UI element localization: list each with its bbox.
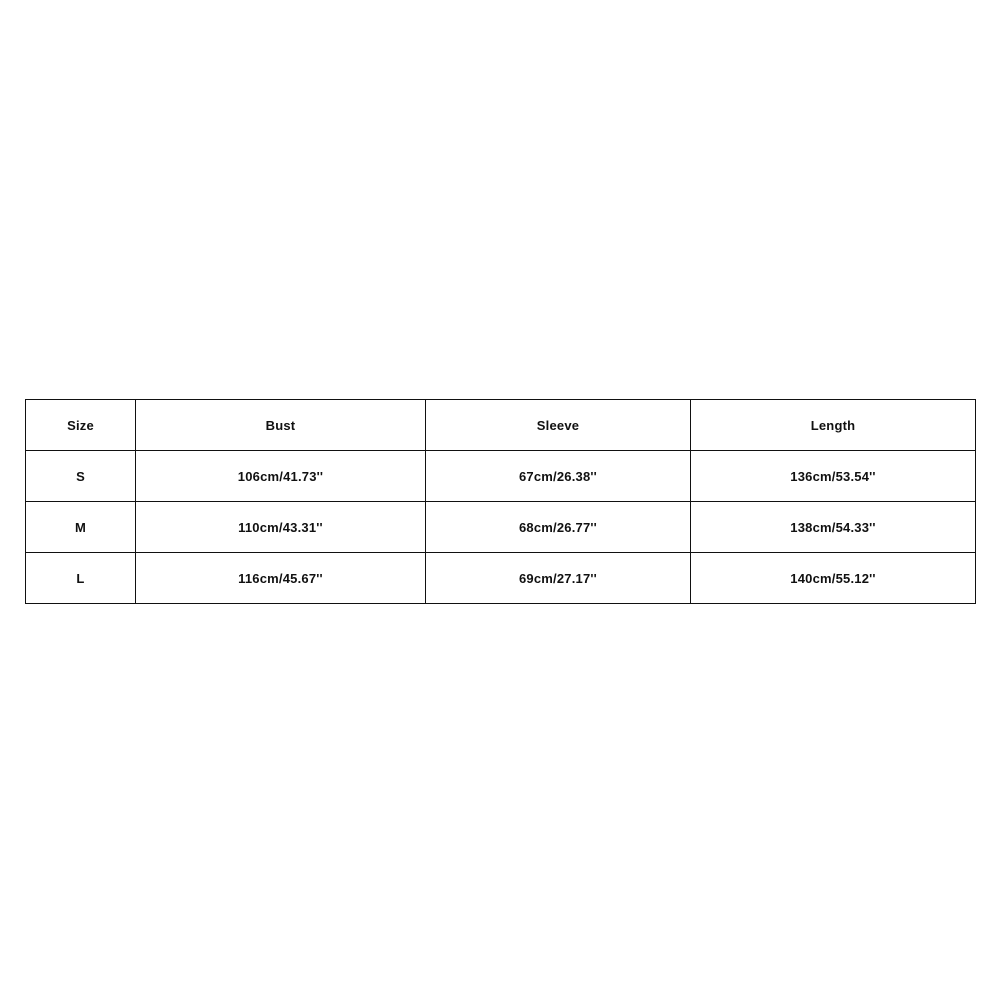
column-header-sleeve: Sleeve bbox=[426, 400, 691, 451]
size-chart-container bbox=[25, 399, 975, 604]
size-chart-table bbox=[25, 399, 976, 604]
cell-size: M bbox=[26, 502, 136, 553]
cell-sleeve: 68cm/26.77'' bbox=[426, 502, 691, 553]
cell-bust: 106cm/41.73'' bbox=[136, 451, 426, 502]
cell-size: L bbox=[26, 553, 136, 604]
cell-size: S bbox=[26, 451, 136, 502]
table-header-row bbox=[26, 400, 976, 451]
column-header-size: Size bbox=[26, 400, 136, 451]
cell-bust: 110cm/43.31'' bbox=[136, 502, 426, 553]
table-row bbox=[26, 502, 976, 553]
cell-length: 136cm/53.54'' bbox=[691, 451, 976, 502]
column-header-bust: Bust bbox=[136, 400, 426, 451]
cell-length: 140cm/55.12'' bbox=[691, 553, 976, 604]
cell-bust: 116cm/45.67'' bbox=[136, 553, 426, 604]
column-header-length: Length bbox=[691, 400, 976, 451]
cell-sleeve: 69cm/27.17'' bbox=[426, 553, 691, 604]
cell-sleeve: 67cm/26.38'' bbox=[426, 451, 691, 502]
cell-length: 138cm/54.33'' bbox=[691, 502, 976, 553]
table-row bbox=[26, 553, 976, 604]
table-row bbox=[26, 451, 976, 502]
